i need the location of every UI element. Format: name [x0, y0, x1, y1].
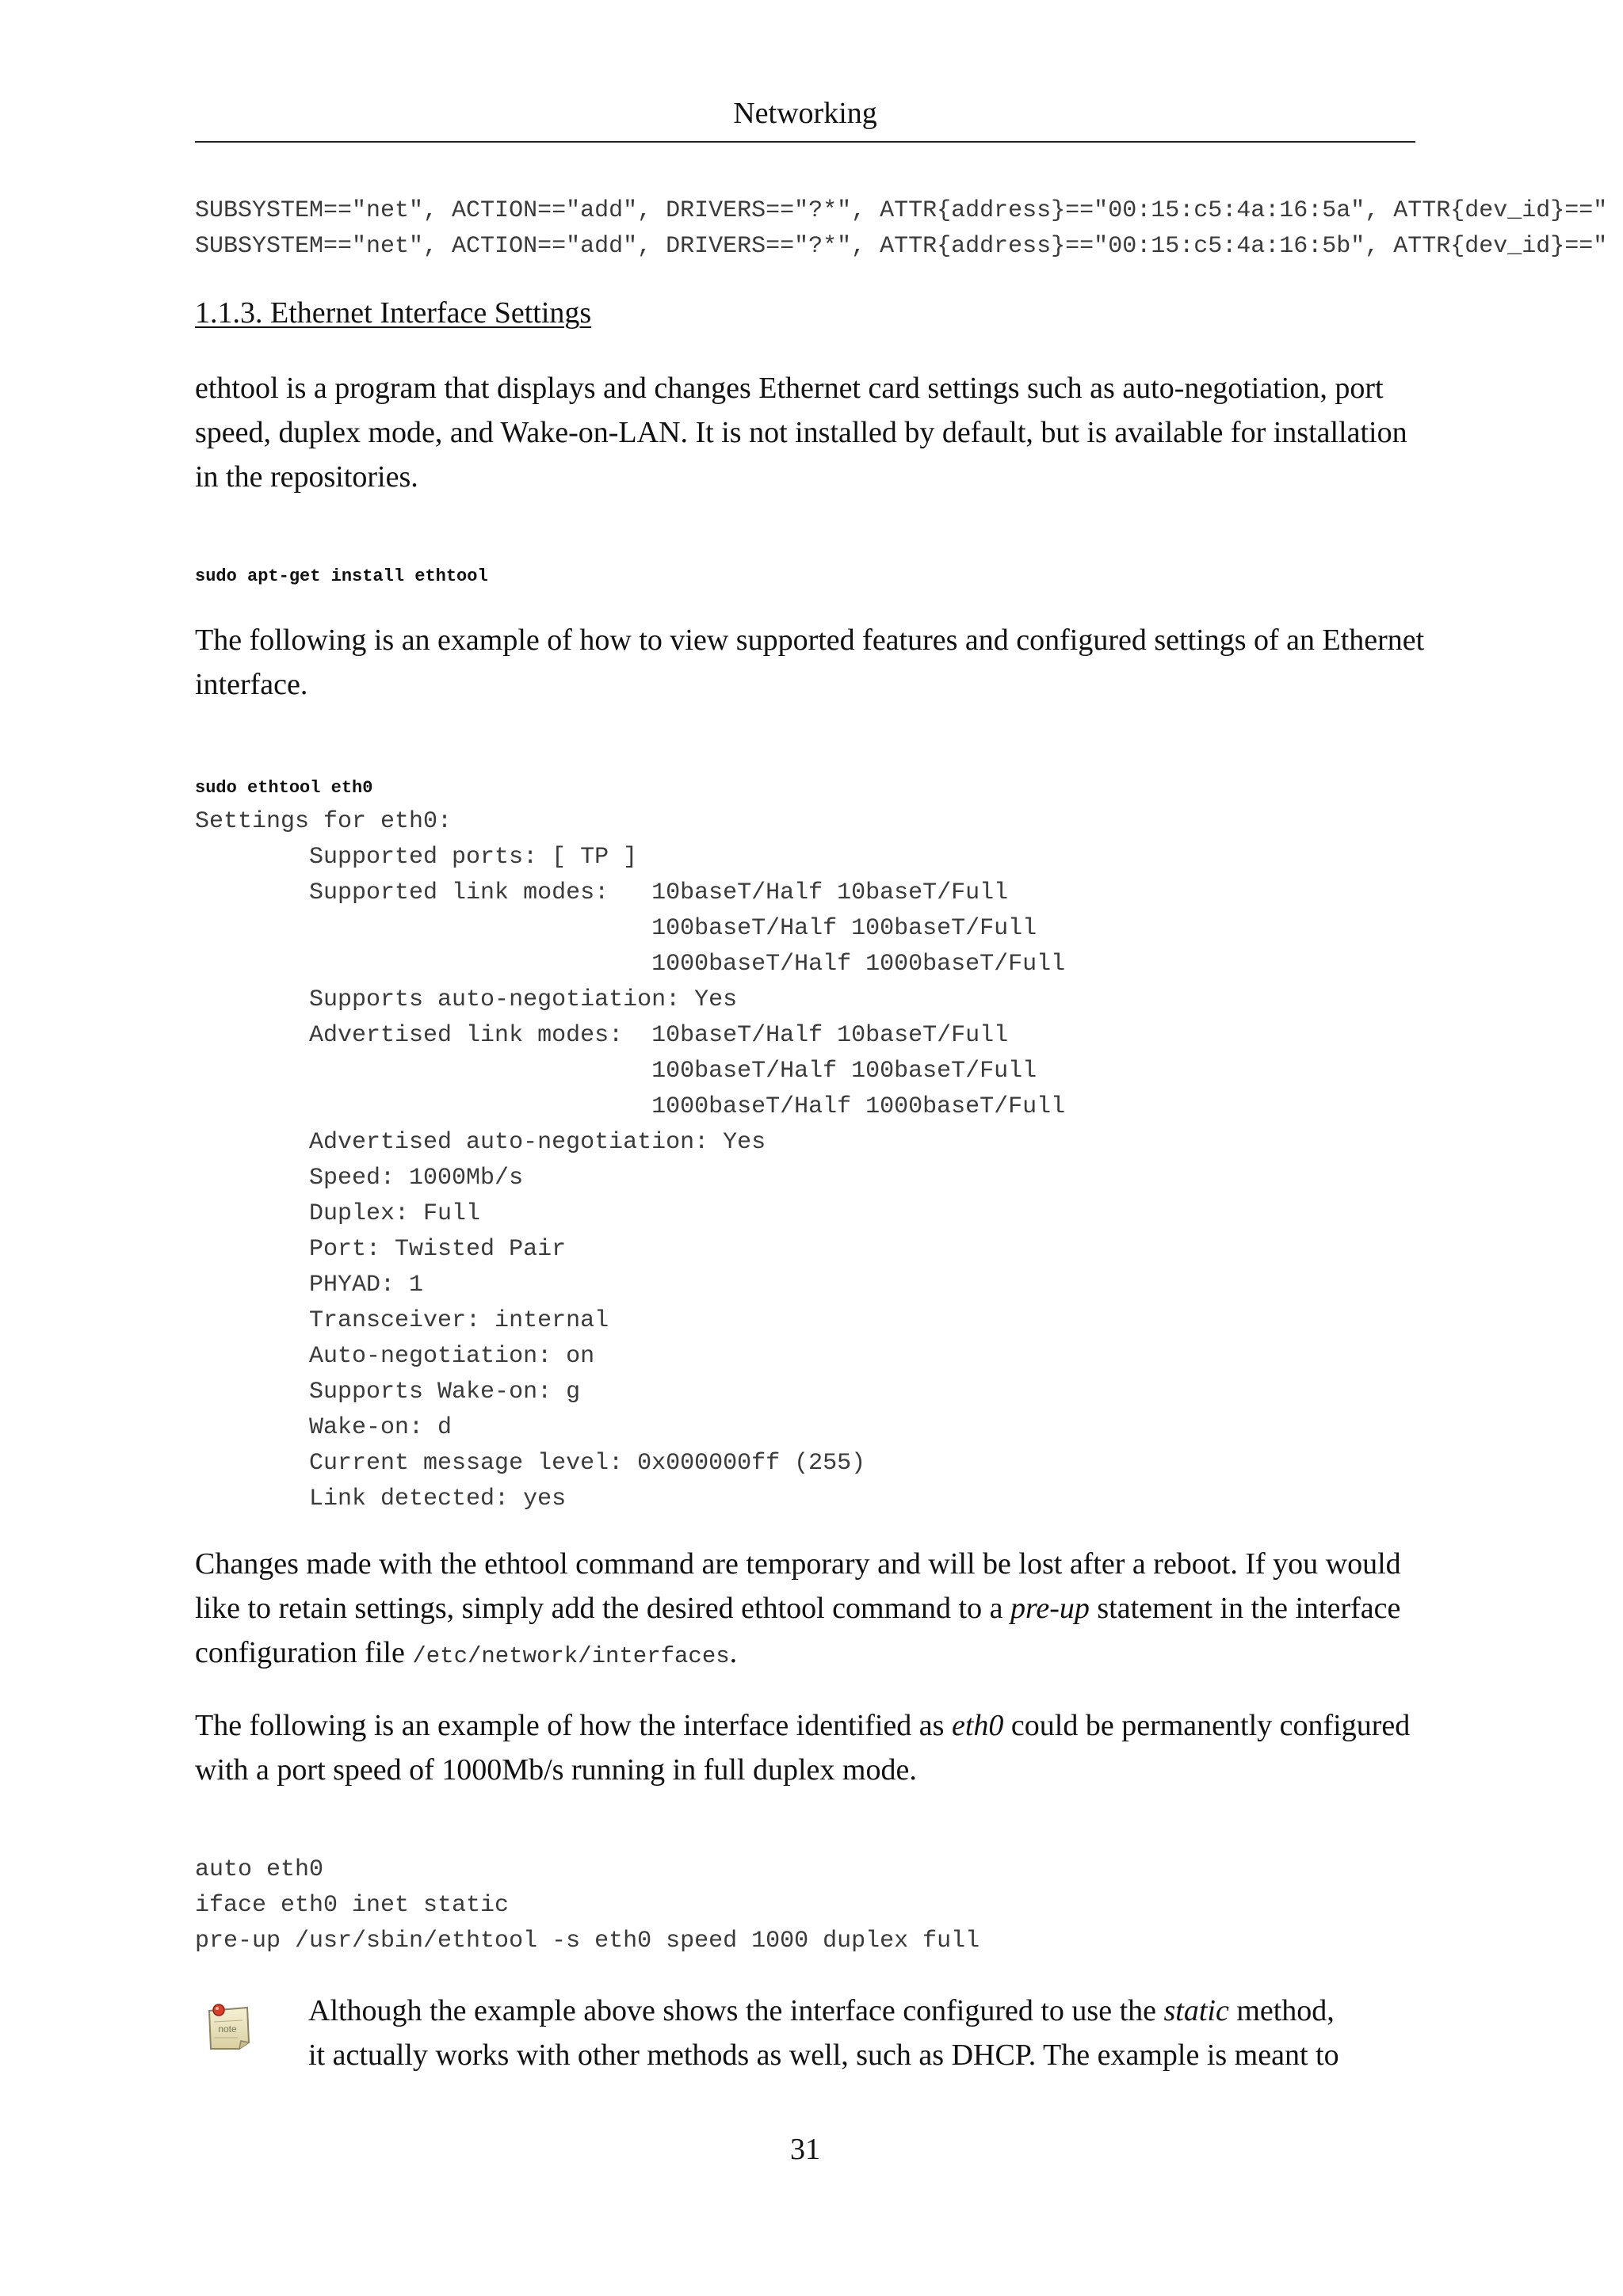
note-text	[308, 1989, 1418, 2077]
ethtool-output-line: 100baseT/Half 100baseT/Full	[195, 1058, 1037, 1085]
section-heading: 1.1.3. Ethernet Interface Settings	[195, 296, 592, 330]
paragraph-line: speed, duplex mode, and Wake-on-LAN. It is not installed by default, but is available for installation	[195, 416, 1407, 449]
header-rule	[195, 141, 1415, 143]
page-number: 31	[790, 2133, 820, 2166]
text-run: could be permanently configured	[1003, 1709, 1411, 1742]
note-icon	[204, 2003, 252, 2052]
ethtool-output-line: Advertised link modes: 10baseT/Half 10baseT/Full	[195, 1022, 1009, 1049]
text-run: method,	[1228, 1994, 1335, 2027]
ethtool-output-line: 1000baseT/Half 1000baseT/Full	[195, 951, 1066, 978]
ethtool-output-line: Transceiver: internal	[195, 1307, 609, 1334]
inline-code-path: /etc/network/interfaces	[412, 1643, 730, 1669]
config-line: auto eth0	[195, 1856, 324, 1883]
example-paragraph	[195, 618, 1425, 707]
text-run: configuration file	[195, 1636, 413, 1669]
ethtool-command: sudo ethtool eth0	[195, 778, 373, 798]
emphasis-text: eth0	[951, 1709, 1004, 1742]
text-run: .	[729, 1636, 738, 1669]
ethtool-output-line: PHYAD: 1	[195, 1272, 424, 1299]
ethtool-output-line: Supports auto-negotiation: Yes	[195, 986, 738, 1013]
note-icon-label: note	[218, 2023, 237, 2035]
paragraph-line	[195, 1630, 1415, 1679]
ethtool-output-line: Supported link modes: 10baseT/Half 10baseT/Full	[195, 879, 1009, 906]
paragraph-line: in the repositories.	[195, 460, 418, 494]
paragraph-line: The following is an example of how to view supported features and configured settings of an Ethernet	[195, 624, 1425, 657]
config-line: pre-up /usr/sbin/ethtool -s eth0 speed 1000 duplex full	[195, 1928, 980, 1955]
intro-paragraph	[195, 366, 1415, 499]
text-run: statement in the interface	[1089, 1592, 1401, 1625]
note-line: it actually works with other methods as well, such as DHCP. The example is meant to	[308, 2039, 1339, 2072]
running-header: Networking	[733, 97, 877, 130]
emphasis-text: pre-up	[1010, 1592, 1090, 1625]
ethtool-output-line: Port: Twisted Pair	[195, 1236, 567, 1263]
ethtool-output-line: Advertised auto-negotiation: Yes	[195, 1129, 766, 1156]
ethtool-output-line: Wake-on: d	[195, 1414, 453, 1441]
ethtool-output-line: Speed: 1000Mb/s	[195, 1165, 524, 1192]
paragraph-line: Changes made with the ethtool command are temporary and will be lost after a reboot. If you would	[195, 1547, 1401, 1581]
changes-paragraph	[195, 1542, 1415, 1679]
udev-rule-line: SUBSYSTEM=="net", ACTION=="add", DRIVERS=="?*", ATTR{address}=="00:15:c5:4a:16:5b", ATTR{dev_id}=="	[195, 233, 1608, 260]
permanent-config-paragraph	[195, 1703, 1415, 1792]
text-run: The following is an example of how the interface identified as	[195, 1709, 952, 1742]
paragraph-line: with a port speed of 1000Mb/s running in full duplex mode.	[195, 1753, 917, 1787]
paragraph-line: ethtool is a program that displays and changes Ethernet card settings such as auto-negotiation, port	[195, 372, 1384, 405]
udev-rule-line: SUBSYSTEM=="net", ACTION=="add", DRIVERS=="?*", ATTR{address}=="00:15:c5:4a:16:5a", ATTR{dev_id}=="	[195, 197, 1608, 224]
note-line	[308, 1989, 1418, 2033]
ethtool-output-line: Link detected: yes	[195, 1486, 567, 1512]
paragraph-line	[195, 1586, 1415, 1630]
install-command: sudo apt-get install ethtool	[195, 566, 488, 586]
text-run: like to retain settings, simply add the desired ethtool command to a	[195, 1592, 1010, 1625]
ethtool-output-line: Supported ports: [ TP ]	[195, 844, 638, 871]
ethtool-output-line: Settings for eth0:	[195, 808, 453, 835]
ethtool-output-line: Supports Wake-on: g	[195, 1379, 581, 1405]
ethtool-output-line: Duplex: Full	[195, 1200, 481, 1227]
text-run: Although the example above shows the interface configured to use the	[308, 1994, 1164, 2027]
ethtool-output-line: 100baseT/Half 100baseT/Full	[195, 915, 1037, 942]
ethtool-output-line: Current message level: 0x000000ff (255)	[195, 1450, 866, 1477]
paragraph-line	[195, 1703, 1415, 1748]
ethtool-output-line: Auto-negotiation: on	[195, 1343, 595, 1370]
config-line: iface eth0 inet static	[195, 1892, 510, 1919]
paragraph-line: interface.	[195, 668, 308, 701]
ethtool-output-line: 1000baseT/Half 1000baseT/Full	[195, 1093, 1066, 1120]
emphasis-text: static	[1163, 1994, 1229, 2027]
